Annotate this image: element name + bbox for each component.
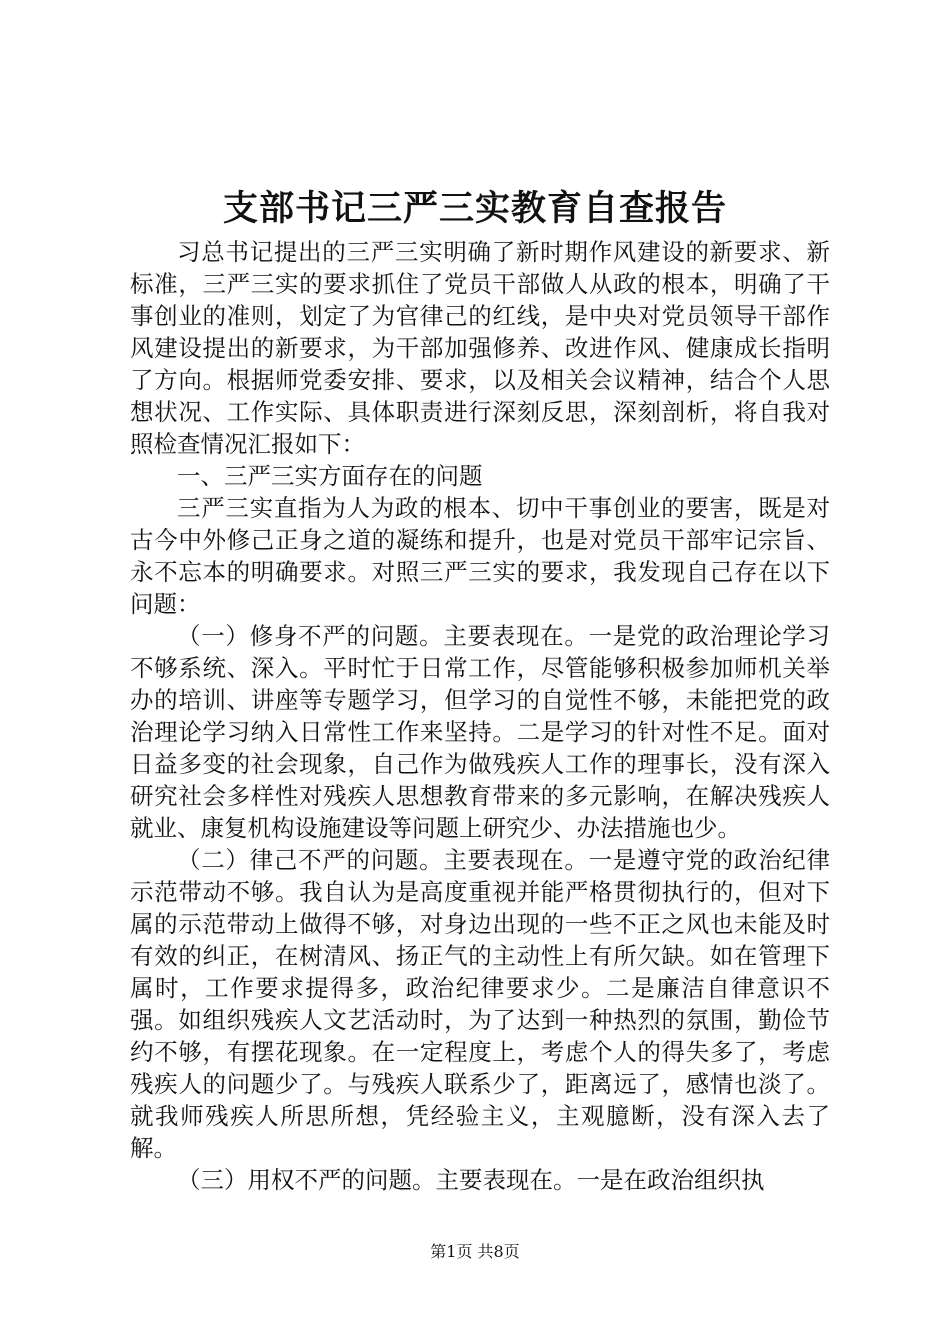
page-footer: 第1页 共8页 [430, 1242, 520, 1261]
section-heading-problems: 一、三严三实方面存在的问题 [177, 462, 483, 490]
document-title: 支部书记三严三实教育自查报告 [222, 188, 727, 229]
document-body [130, 236, 830, 1196]
paragraph-self-restraint: （二）律己不严的问题。主要表现在。一是遵守党的政治纪律示范带动不够。我自认为是高度重视并能严格贯彻执行的，但对下属的示范带动上做得不够，对身边出现的一些不正之风也未能及时有效的纠正，在树清风、扬正气的主动性上有所欠缺。如在管理下属时，工作要求提得多，政治纪律要求少。二是廉洁自律意识不强。如组织残疾人文艺活动时，为了达到一种热烈的氛围，勤俭节约不够，有摆花现象。在一定程度上，考虑个人的得失多了，考虑残疾人的问题少了。与残疾人联系少了，距离远了，感情也淡了。就我师残疾人所思所想，凭经验主义，主观臆断，没有深入去了解。 [130, 846, 830, 1162]
paragraph-self-discipline: （一）修身不严的问题。主要表现在。一是党的政治理论学习不够系统、深入。平时忙于日常工作，尽管能够积极参加师机关举办的培训、讲座等专题学习，但学习的自觉性不够，未能把党的政治理论学习纳入日常性工作来坚持。二是学习的针对性不足。面对日益多变的社会现象，自己作为做残疾人工作的理事长，没有深入研究社会多样性对残疾人思想教育带来的多元影响，在解决残疾人就业、康复机构设施建设等问题上研究少、办法措施也少。 [130, 622, 830, 842]
paragraph-overview: 三严三实直指为人为政的根本、切中干事创业的要害，既是对古今中外修己正身之道的凝练和提升，也是对党员干部牢记宗旨、永不忘本的明确要求。对照三严三实的要求，我发现自己存在以下问题： [130, 494, 830, 618]
paragraph-intro: 习总书记提出的三严三实明确了新时期作风建设的新要求、新标准，三严三实的要求抓住了党员干部做人从政的根本，明确了干事创业的准则，划定了为官律己的红线，是中央对党员领导干部作风建设提出的新要求，为干部加强修养、改进作风、健康成长指明了方向。根据师党委安排、要求，以及相关会议精神，结合个人思想状况、工作实际、具体职责进行深刻反思，深刻剖析，将自我对照检查情况汇报如下： [130, 238, 830, 458]
paragraph-power-use: （三）用权不严的问题。主要表现在。一是在政治组织执 [177, 1166, 765, 1194]
